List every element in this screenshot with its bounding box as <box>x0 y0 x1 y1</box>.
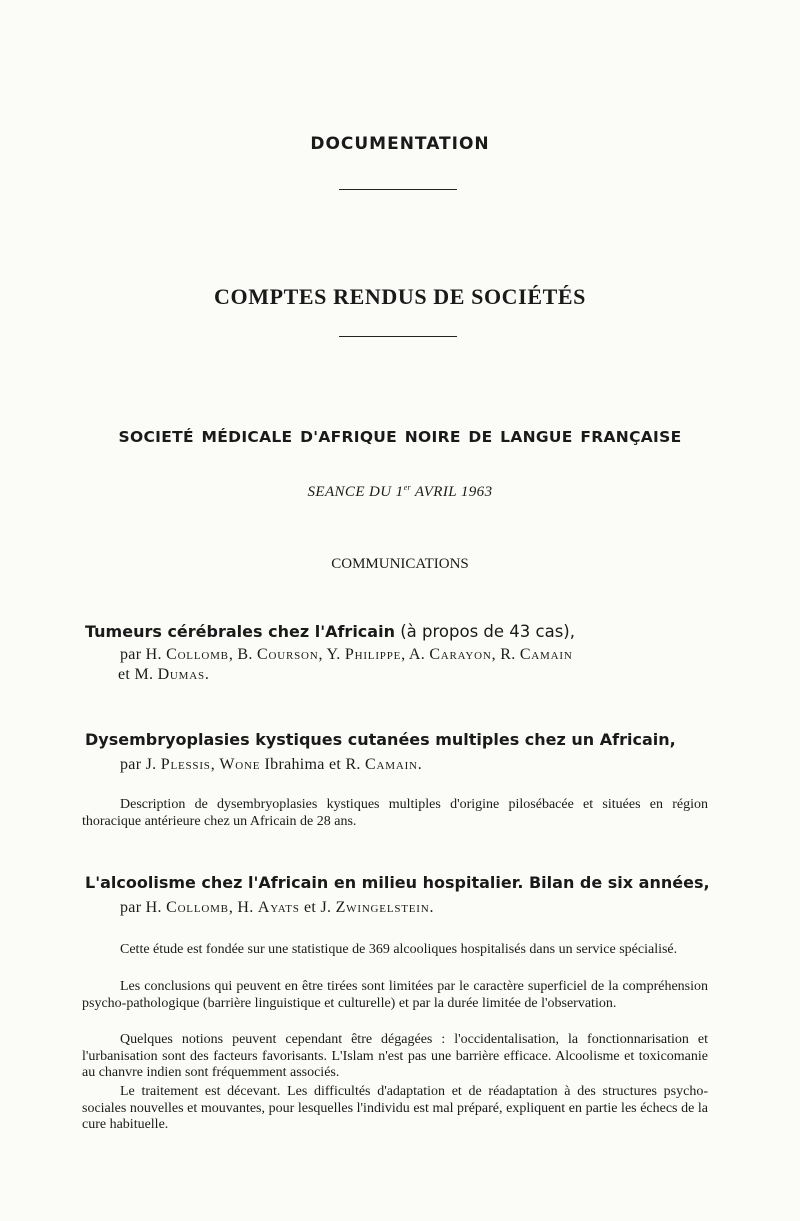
article-authors <box>120 645 720 685</box>
divider-rule <box>339 336 457 337</box>
society-name: SOCIETÉ MÉDICALE D'AFRIQUE NOIRE DE LANGUE FRANÇAISE <box>118 428 682 446</box>
abstract-paragraph: Description de dysembryoplasies kystiques multiples d'origine pilosébacée et situées en région thoracique antérieure chez un Africain de 28 ans. <box>82 797 708 829</box>
article-title-bold: Dysembryoplasies kystiques cutanées multiples chez un Africain, <box>85 730 676 749</box>
authors-text: , Y. <box>318 646 345 663</box>
authors-text: et J. <box>299 899 336 916</box>
authors-text: par H. <box>120 899 167 916</box>
author-name: Camain <box>365 756 418 773</box>
article-title <box>85 622 725 641</box>
author-name: Collomb <box>166 899 229 916</box>
author-name: Philippe <box>344 646 402 663</box>
abstract-paragraph: Cette étude est fondée sur une statistique de 369 alcooliques hospitalisés dans un service spécialisé. <box>120 942 678 957</box>
authors-text: , A. <box>401 646 430 663</box>
article-title-bold: L'alcoolisme chez l'Africain en milieu hospitalier. Bilan de six années, <box>85 873 710 892</box>
article-title <box>85 730 725 749</box>
author-name: Collomb <box>166 646 229 663</box>
author-name: Plessis <box>160 756 211 773</box>
abstract-paragraph: Les conclusions qui peuvent en être tirées sont limitées par le caractère superficiel de la compréhension psycho-pathologique (barrière linguistique et culturelle) et par la durée limitée de l'observation. <box>82 979 708 1011</box>
authors-text: . <box>417 756 423 773</box>
seance-ordinal: er <box>403 483 412 492</box>
author-name: Courson <box>256 646 319 663</box>
authors-text: , H. <box>228 899 258 916</box>
article-title-bold: Tumeurs cérébrales chez l'Africain <box>85 622 395 641</box>
author-name: Ayats <box>257 899 300 916</box>
seance-suffix: AVRIL 1963 <box>411 484 493 500</box>
authors-text: , R. <box>491 646 520 663</box>
communications-heading: COMMUNICATIONS <box>331 556 469 572</box>
article-authors <box>120 755 720 775</box>
author-name: Dumas <box>157 666 205 683</box>
authors-text: et M. <box>118 666 158 683</box>
authors-text: , B. <box>228 646 257 663</box>
authors-text: par H. <box>120 646 167 663</box>
author-name: Zwingelstein <box>335 899 430 916</box>
abstract-paragraph: Le traitement est décevant. Les difficultés d'adaptation et de réadaptation à des structures psycho-sociales nouvelles et mouvantes, pour lesquelles l'individu est mal préparé, expliquent en partie les échecs de la cure habituelle. <box>82 1084 708 1132</box>
authors-text: , <box>210 756 220 773</box>
author-name: Camain <box>519 646 573 663</box>
seance-date <box>0 483 800 501</box>
authors-text: Ibrahima et R. <box>260 756 366 773</box>
authors-text: . <box>204 666 210 683</box>
article-title-rest: (à propos de 43 cas), <box>394 622 575 641</box>
author-name: Wone <box>219 756 261 773</box>
authors-continuation <box>118 665 720 685</box>
article-title <box>85 873 725 892</box>
authors-text: . <box>429 899 434 916</box>
authors-text: par J. <box>120 756 161 773</box>
author-name: Carayon <box>429 646 492 663</box>
kicker-heading: DOCUMENTATION <box>310 134 490 154</box>
article-authors <box>120 898 720 918</box>
section-title: COMPTES RENDUS DE SOCIÉTÉS <box>214 284 586 309</box>
abstract-paragraph: Quelques notions peuvent cependant être dégagées : l'occidentalisation, la fonctionnarisation et l'urbanisation sont des facteurs favorisants. L'Islam n'est pas une barrière efficace. Alcoolisme et toxicomanie au chanvre indien sont fréquemment associés. <box>82 1032 708 1080</box>
seance-prefix: SEANCE DU 1 <box>307 484 404 500</box>
divider-rule <box>339 189 457 190</box>
